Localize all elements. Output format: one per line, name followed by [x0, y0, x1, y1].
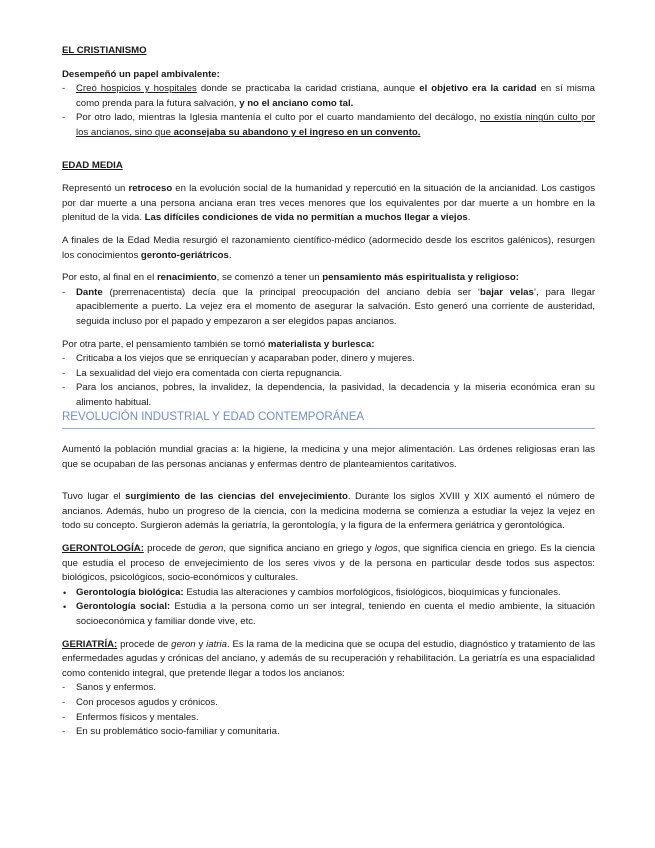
text-span: retroceso	[128, 183, 173, 195]
text-span: ’, para llegar apaciblemente a puerto. La vejez era el momento de asegurar la salvación. Esto generó una corriente de austeridad, seguida incluso por el papado y empezaron a ser elegidos papas ancianos.	[76, 286, 596, 327]
list-item	[62, 586, 595, 601]
text-span: Por esto, al final en el	[62, 272, 157, 284]
section-title-cristianismo: EL CRISTIANISMO	[62, 45, 147, 56]
text-span: procede de	[117, 638, 172, 650]
list-item	[62, 82, 595, 111]
edad-media-paragraph-4	[62, 338, 595, 353]
text-span: materialista y burlesca:	[267, 338, 375, 350]
list-item	[62, 600, 595, 629]
text-span: Tuvo lugar el	[62, 491, 126, 503]
geriatria-paragraph	[62, 638, 595, 682]
text-span: Estudia a la persona como un ser integral, teniendo en cuenta el medio ambiente, la situación socioeconómica y familiar donde vive, etc.	[76, 601, 595, 627]
text-span: .	[467, 212, 471, 224]
cristianismo-list	[62, 82, 595, 140]
text-span: Por otra parte, el pensamiento también se tornó	[62, 338, 268, 350]
list-item	[62, 111, 595, 140]
gerontologia-list	[62, 586, 595, 630]
list-item: - Criticaba a los viejos que se enriquecían y acaparaban poder, dinero y mujeres.	[62, 352, 595, 367]
text-span: Las difíciles condiciones de vida no permitían a muchos llegar a viejos	[144, 212, 468, 224]
text-span: y	[195, 638, 207, 650]
text-span: geron	[198, 543, 224, 555]
text-span: geron	[171, 638, 196, 650]
text-span: GERIATRÍA:	[62, 638, 118, 650]
text-span: Gerontología social:	[76, 601, 171, 613]
text-span: surgimiento de las ciencias del envejecimiento	[125, 491, 348, 503]
edad-media-paragraph-1	[62, 182, 595, 226]
text-span: .	[228, 249, 232, 261]
gerontologia-paragraph	[62, 542, 595, 586]
text-span: . Durante los siglos XVIII y XIX aumentó el número de ancianos. Además, hubo un progreso de la ciencia, con la medicina moderna se comienza a estudiar la vejez la vejez en todo su concepto. Surgieron además la geriatría, la gerontología, y la figura de la enfermera geriátrica y gerontológica.	[62, 491, 595, 532]
text-span: Dante	[76, 286, 103, 298]
text-span: donde se practicaba la caridad cristiana, aunque	[196, 83, 420, 95]
text-span: Estudia las alteraciones y cambios morfológicos, fisiológicos, bioquímicas y funcionales.	[183, 586, 561, 598]
text-span: logos	[374, 543, 398, 555]
text-span: y no el anciano como tal.	[239, 97, 354, 109]
text-span: en la evolución social de la humanidad y repercutió en la situación de la ancianidad. Los castigos por dar muerte a una persona anciana eran tres veces menores que los equivalentes por dar muerte a un hombre en la plenitud de la vida.	[62, 183, 595, 224]
text-span: (prerrenacentista) decía que la principal preocupación del anciano debía ser ‘	[102, 286, 481, 298]
list-item: - Enfermos físicos y mentales.	[62, 711, 595, 726]
text-span: . Es la rama de la medicina que se ocupa del estudio, diagnóstico y tratamiento de las enfermedades agudas y crónicas del anciano, y además de su recuperación y rehabilitación. La geriatría es una espacialidad como contenido integral, que pretende llegar a todos los ancianos:	[62, 638, 595, 679]
revolucion-paragraph-2	[62, 490, 595, 534]
text-span: Creó hospicios y hospitales	[76, 83, 197, 95]
text-span: GERONTOLOGÍA:	[62, 543, 144, 555]
geriatria-list	[62, 681, 595, 739]
edad-media-dante-list	[62, 286, 595, 330]
edad-media-paragraph-2	[62, 234, 595, 263]
text-span: en sí misma como prenda para la futura salvación,	[76, 83, 595, 109]
text-span: no existía ningún culto por los ancianos, sino que	[76, 112, 595, 138]
section-title-revolucion: REVOLUCIÓN INDUSTRIAL Y EDAD CONTEMPORÁNEA	[62, 410, 595, 429]
list-item: - Para los ancianos, pobres, la invalidez, la dependencia, la pasividad, la decadencia y la miseria económica eran su alimento habitual.	[62, 381, 595, 410]
text-span: iatria	[206, 638, 227, 650]
list-item: - En su problemático socio-familiar y comunitaria.	[62, 725, 595, 740]
text-span: renacimiento	[156, 272, 217, 284]
text-span: pensamiento más espiritualista y religioso:	[322, 272, 519, 284]
text-span: , que significa ciencia en griego. Es la ciencia que estudia el proceso de envejecimiento de los seres vivos y de la persona en particular desde todos sus aspectos: biológicos, psicológicos, socio-económicos y culturales.	[62, 543, 595, 584]
text-span: Gerontología biológica:	[76, 586, 184, 598]
text-span: el objetivo era la caridad	[419, 83, 537, 95]
text-span: aconsejaba su abandono y el ingreso en un convento.	[173, 126, 421, 138]
list-item	[62, 286, 595, 330]
text-span: Representó un	[62, 183, 129, 195]
list-item: - Con procesos agudos y crónicos.	[62, 696, 595, 711]
cristianismo-subtitle: Desempeñó un papel ambivalente:	[62, 68, 220, 80]
section-title-edad-media: EDAD MEDIA	[62, 159, 123, 171]
text-span: , se comenzó a tener un	[216, 272, 323, 284]
text-span: geronto-geriátricos	[140, 249, 229, 261]
list-item: - Sanos y enfermos.	[62, 681, 595, 696]
text-span: procede de	[143, 543, 199, 555]
text-span: Por otro lado, mientras la Iglesia mantenía el culto por el cuarto mandamiento del decálogo,	[76, 112, 480, 124]
text-span: A finales de la Edad Media resurgió el razonamiento científico-médico (adormecido desde los escritos galénicos), resurgen los conocimientos	[62, 234, 595, 261]
edad-media-paragraph-3	[62, 271, 595, 286]
list-item: - La sexualidad del viejo era comentada con cierta repugnancia.	[62, 367, 595, 382]
text-span: , que significa anciano en griego y	[223, 543, 375, 555]
revolucion-paragraph-1: Aumentó la población mundial gracias a: la higiene, la medicina y una mejor alimentación. Las órdenes religiosas eran las que se ocupaban de las personas ancianas y enfermas dentro de planteamientos caritativos.	[62, 444, 595, 470]
edad-media-list	[62, 352, 595, 410]
text-span: bajar velas	[480, 286, 534, 298]
